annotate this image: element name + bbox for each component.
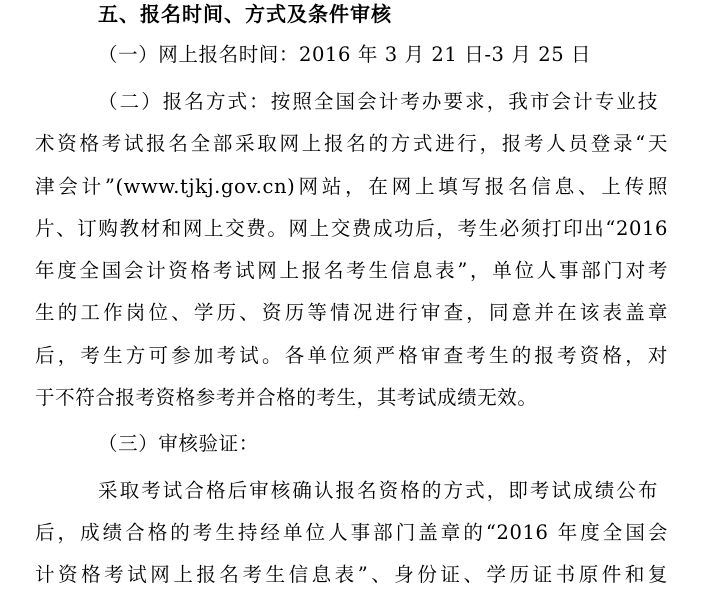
registration-method-line-2: 术资格考试报名全部采取网上报名的方式进行，报考人员登录“天: [35, 132, 668, 155]
registration-method-line-7: 后，考生方可参加考试。各单位须严格审查考生的报考资格，对: [35, 344, 668, 367]
registration-time: （一）网上报名时间：2016 年 3 月 21 日-3 月 25 日: [98, 43, 592, 66]
registration-method-line-1: （二）报名方式：按照全国会计考办要求，我市会计专业技: [98, 90, 658, 113]
verification-line-1: 采取考试合格后审核确认报名资格的方式，即考试成绩公布: [98, 479, 658, 502]
verification-line-3: 计资格考试网上报名考生信息表”、身份证、学历证书原件和复: [35, 563, 668, 586]
registration-method-line-5: 年度全国会计资格考试网上报名考生信息表”，单位人事部门对考: [35, 259, 668, 282]
registration-method-line-6: 生的工作岗位、学历、资历等情况进行审查，同意并在该表盖章: [35, 301, 668, 324]
verification-title: （三）审核验证：: [98, 432, 259, 455]
verification-line-2: 后，成绩合格的考生持经单位人事部门盖章的“2016 年度全国会: [35, 521, 668, 544]
registration-method-line-3: 津会计”(www.tjkj.gov.cn)网站，在网上填写报名信息、上传照: [35, 175, 668, 198]
registration-method-line-8: 于不符合报考资格参考并合格的考生，其考试成绩无效。: [35, 386, 538, 409]
section-heading: 五、报名时间、方式及条件审核: [98, 2, 392, 26]
registration-method-line-4: 片、订购教材和网上交费。网上交费成功后，考生必须打印出“2016: [35, 217, 668, 240]
